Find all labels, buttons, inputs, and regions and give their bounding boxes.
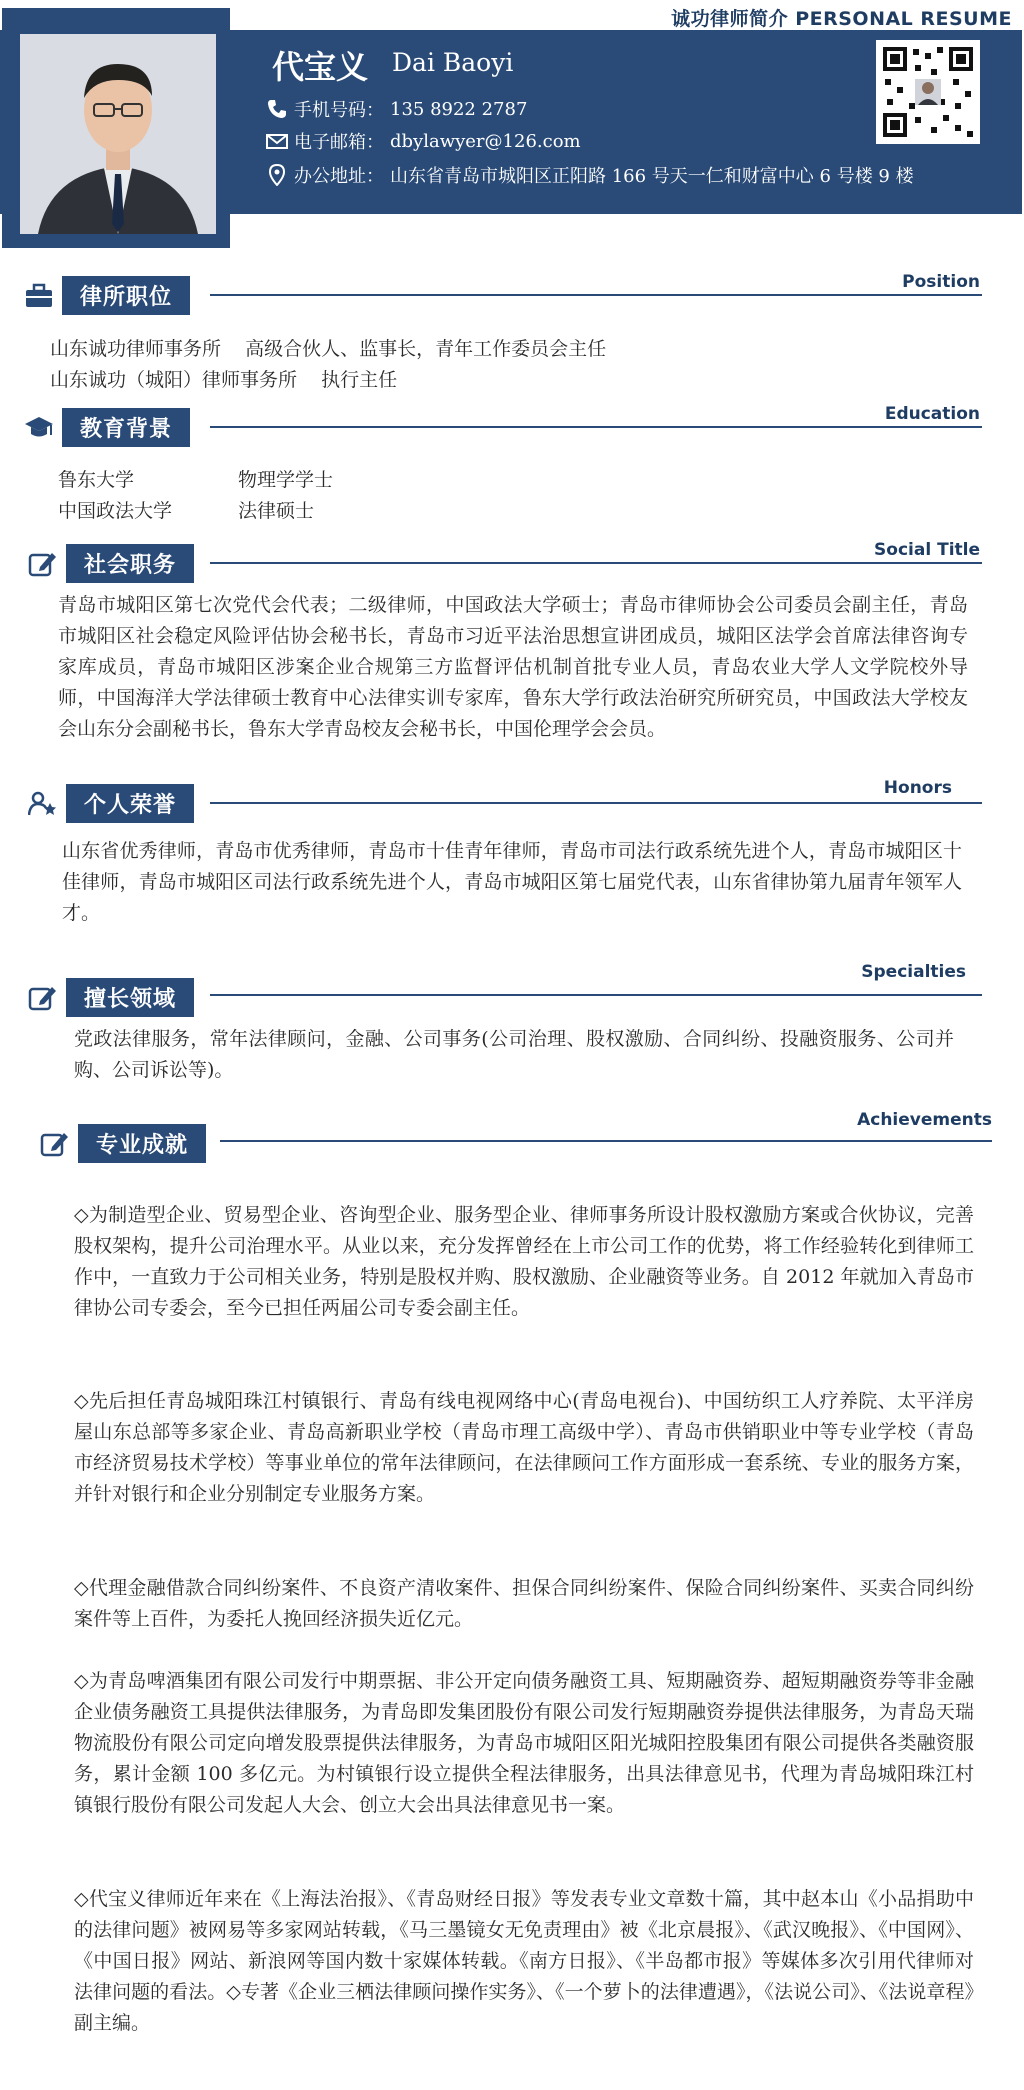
- pencil-edit-icon: [28, 551, 58, 577]
- position-line-2: 山东诚功（城阳）律师事务所 执行主任: [50, 369, 398, 391]
- phone-value: 135 8922 2787: [390, 98, 528, 120]
- social-text: 青岛市城阳区第七次党代会代表；二级律师，中国政法大学硕士；青岛市律师协会公司委员会副主任，青岛市城阳区社会稳定风险评估协会秘书长，青岛市习近平法治思想宣讲团成员，城阳区法学会首席法律咨询专家库成员，青岛市城阳区涉案企业合规第三方监督评估机制首批专业人员，青岛农业大学人文学院校外导师，中国海洋大学法律硕士教育中心法律实训专家库，鲁东大学行政法治研究所研究员，中国政法大学校友会山东分会副秘书长，鲁东大学青岛校友会秘书长，中国伦理学会会员。: [58, 594, 968, 740]
- education-row-1: [58, 465, 333, 496]
- education-row-2: [58, 496, 333, 527]
- contact-email: [266, 128, 581, 154]
- location-pin-icon: [266, 164, 288, 186]
- qr-code: [876, 40, 980, 144]
- briefcase-icon: [24, 283, 54, 309]
- contact-phone: [266, 96, 527, 122]
- photo-frame: [2, 8, 230, 248]
- section-position-label: 律所职位: [62, 276, 190, 315]
- section-achievements-label: 专业成就: [78, 1124, 206, 1163]
- section-specialties-line: [210, 994, 982, 996]
- section-honors-en: Honors: [883, 778, 952, 798]
- achievement-para-1: ◇为制造型企业、贸易型企业、咨询型企业、服务型企业、律师事务所设计股权激励方案或合伙协议，完善股权架构，提升公司治理水平。从业以来，充分发挥曾经在上市公司工作的优势，将工作经验转化到律师工作中，一直致力于公司相关业务，特别是股权并购、股权激励、企业融资等业务。自 2012 年就加入青岛市律协公司专委会，至今已担任两届公司专委会副主任。: [74, 1204, 974, 1319]
- address-value: 山东省青岛市城阳区正阳路 166 号天一仁和财富中心 6 号楼 9 楼: [390, 166, 914, 187]
- achievement-para-4: ◇为青岛啤酒集团有限公司发行中期票据、非公开定向债务融资工具、短期融资券、超短期融资券等非金融企业债务融资工具提供法律服务，为青岛即发集团股份有限公司发行短期融资券提供法律服务，为青岛天瑞物流股份有限公司定向增发股票提供法律服务，为青岛市城阳区阳光城阳控股集团有限公司提供各类融资服务，累计金额 100 多亿元。为村镇银行设立提供全程法律服务，出具法律意见书，代理为青岛城阳珠江村镇银行股份有限公司发起人大会、创立大会出具法律意见书一案。: [74, 1670, 974, 1816]
- section-social-header: [28, 544, 194, 583]
- section-honors-header: [28, 784, 194, 823]
- honors-text: 山东省优秀律师，青岛市优秀律师，青岛市十佳青年律师，青岛市司法行政系统先进个人，青岛市城阳区十佳律师，青岛市城阳区司法行政系统先进个人，青岛市城阳区第七届党代表，山东省律协第九届青年领军人才。: [62, 840, 962, 924]
- section-position-line: [210, 294, 982, 296]
- section-specialties-en: Specialties: [861, 962, 966, 982]
- phone-icon: [266, 98, 288, 120]
- graduation-cap-icon: [24, 415, 54, 441]
- achievement-para-5: ◇代宝义律师近年来在《上海法治报》、《青岛财经日报》等发表专业文章数十篇，其中赵本山《小品捐助中的法律问题》被网易等多家网站转载，《马三墨镜女无免责理由》被《北京晨报》、《武汉晚报》、《中国网》、《中国日报》网站、新浪网等国内数十家媒体转载。《南方日报》、《半岛都市报》等媒体多次引用代律师对法律问题的看法。◇专著《企业三栖法律顾问操作实务》、《一个萝卜的法律遭遇》，《法说公司》、《法说章程》副主编。: [74, 1888, 974, 2034]
- achievement-para-2: ◇先后担任青岛城阳珠江村镇银行、青岛有线电视网络中心(青岛电视台)、中国纺织工人疗养院、太平洋房屋山东总部等多家企业、青岛高新职业学校（青岛市理工高级中学）、青岛市供销职业中等专业学校（青岛市经济贸易技术学校）等事业单位的常年法律顾问，在法律顾问工作方面形成一套系统、专业的服务方案，并针对银行和企业分别制定专业服务方案。: [74, 1390, 974, 1505]
- section-education-label: 教育背景: [62, 408, 190, 447]
- person-star-icon: [28, 791, 58, 817]
- section-achievements-header: [40, 1124, 206, 1163]
- section-honors-label: 个人荣誉: [66, 784, 194, 823]
- education-degree-2: 法律硕士: [238, 500, 315, 522]
- section-education-en: Education: [884, 404, 980, 424]
- education-list: [58, 465, 333, 527]
- education-school-1: 鲁东大学: [58, 469, 135, 491]
- document-title: 诚功律师简介 PERSONAL RESUME: [671, 8, 1012, 30]
- specialties-text: 党政法律服务，常年法律顾问，金融、公司事务(公司治理、股权激励、合同纠纷、投融资服务、公司并购、公司诉讼等)。: [74, 1028, 954, 1081]
- section-achievements-line: [220, 1140, 992, 1142]
- section-education-header: [24, 408, 190, 447]
- education-school-2: 中国政法大学: [58, 500, 173, 522]
- edit-note-icon: [28, 985, 58, 1011]
- position-line-1: 山东诚功律师事务所 高级合伙人、监事长，青年工作委员会主任: [50, 338, 607, 360]
- position-lines: [50, 334, 606, 396]
- section-education-line: [210, 426, 982, 428]
- achievement-para-3: ◇代理金融借款合同纠纷案件、不良资产清收案件、担保合同纠纷案件、保险合同纠纷案件、买卖合同纠纷案件等上百件，为委托人挽回经济损失近亿元。: [74, 1577, 974, 1630]
- section-position-en: Position: [902, 272, 980, 292]
- name-en: Dai Baoyi: [392, 48, 514, 77]
- mail-icon: [266, 130, 288, 152]
- phone-label: 手机号码：: [294, 100, 384, 121]
- email-value: dbylawyer@126.com: [390, 130, 581, 152]
- section-specialties-label: 擅长领域: [66, 978, 194, 1017]
- section-social-en: Social Title: [874, 540, 980, 560]
- section-social-line: [210, 562, 982, 564]
- section-achievements-en: Achievements: [857, 1110, 992, 1130]
- contact-address: [266, 162, 914, 188]
- section-honors-line: [210, 802, 982, 804]
- portrait-photo: [20, 34, 216, 234]
- pen-note-icon: [40, 1131, 70, 1157]
- name-cn: 代宝义: [272, 48, 369, 86]
- education-degree-1: 物理学学士: [238, 469, 334, 491]
- address-label: 办公地址：: [294, 166, 384, 187]
- email-label: 电子邮箱：: [294, 132, 384, 153]
- section-position-header: [24, 276, 190, 315]
- section-specialties-header: [28, 978, 194, 1017]
- section-social-label: 社会职务: [66, 544, 194, 583]
